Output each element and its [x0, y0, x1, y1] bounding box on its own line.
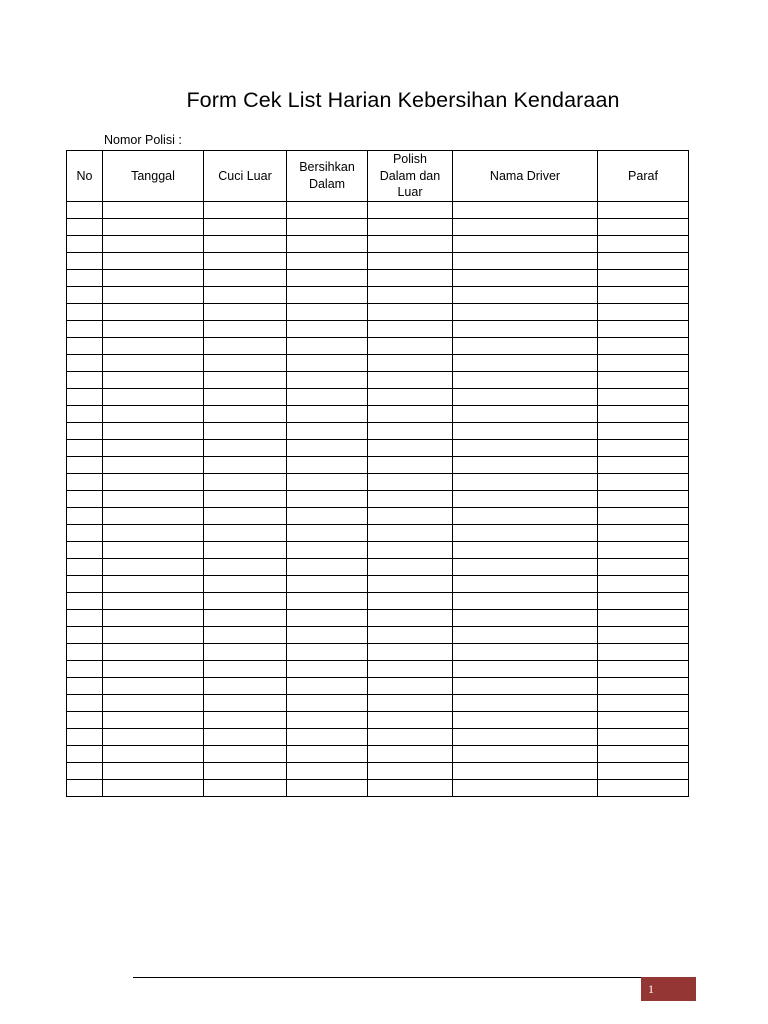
cell-no[interactable]	[67, 235, 103, 252]
table-header	[67, 151, 689, 202]
cell-nama-driver[interactable]	[453, 762, 598, 779]
cell-bersihkan-dalam[interactable]	[287, 779, 368, 796]
cell-polish[interactable]	[368, 762, 453, 779]
cell-bersihkan-dalam[interactable]	[287, 337, 368, 354]
cell-cuci-luar[interactable]	[204, 575, 287, 592]
cell-paraf[interactable]	[598, 456, 689, 473]
cell-nama-driver[interactable]	[453, 439, 598, 456]
cell-nama-driver[interactable]	[453, 728, 598, 745]
cell-no[interactable]	[67, 252, 103, 269]
cell-tanggal[interactable]	[103, 337, 204, 354]
cell-polish[interactable]	[368, 286, 453, 303]
cell-no[interactable]	[67, 694, 103, 711]
cell-bersihkan-dalam[interactable]	[287, 320, 368, 337]
cell-polish[interactable]	[368, 269, 453, 286]
cell-no[interactable]	[67, 337, 103, 354]
cell-no[interactable]	[67, 728, 103, 745]
cell-bersihkan-dalam[interactable]	[287, 490, 368, 507]
cell-nama-driver[interactable]	[453, 524, 598, 541]
cell-cuci-luar[interactable]	[204, 592, 287, 609]
cell-bersihkan-dalam[interactable]	[287, 218, 368, 235]
cell-nama-driver[interactable]	[453, 609, 598, 626]
table-row	[67, 286, 689, 303]
cell-paraf[interactable]	[598, 558, 689, 575]
cell-no[interactable]	[67, 473, 103, 490]
cell-no[interactable]	[67, 456, 103, 473]
cell-paraf[interactable]	[598, 337, 689, 354]
table-row	[67, 507, 689, 524]
cell-tanggal[interactable]	[103, 660, 204, 677]
cell-no[interactable]	[67, 524, 103, 541]
cell-no[interactable]	[67, 422, 103, 439]
cell-cuci-luar[interactable]	[204, 201, 287, 218]
cell-nama-driver[interactable]	[453, 660, 598, 677]
cell-no[interactable]	[67, 439, 103, 456]
cell-no[interactable]	[67, 269, 103, 286]
cell-nama-driver[interactable]	[453, 575, 598, 592]
cell-tanggal[interactable]	[103, 371, 204, 388]
cell-paraf[interactable]	[598, 405, 689, 422]
cell-bersihkan-dalam[interactable]	[287, 575, 368, 592]
cell-tanggal[interactable]	[103, 405, 204, 422]
cell-paraf[interactable]	[598, 218, 689, 235]
cell-paraf[interactable]	[598, 269, 689, 286]
table-row	[67, 405, 689, 422]
cell-paraf[interactable]	[598, 439, 689, 456]
cell-paraf[interactable]	[598, 252, 689, 269]
cell-bersihkan-dalam[interactable]	[287, 524, 368, 541]
cell-paraf[interactable]	[598, 201, 689, 218]
cell-no[interactable]	[67, 320, 103, 337]
cell-no[interactable]	[67, 592, 103, 609]
cell-paraf[interactable]	[598, 728, 689, 745]
table-row	[67, 575, 689, 592]
cell-cuci-luar[interactable]	[204, 728, 287, 745]
cell-tanggal[interactable]	[103, 201, 204, 218]
cell-nama-driver[interactable]	[453, 303, 598, 320]
table-row	[67, 660, 689, 677]
cell-paraf[interactable]	[598, 575, 689, 592]
page-title: Form Cek List Harian Kebersihan Kendaraan	[186, 88, 620, 112]
cell-bersihkan-dalam[interactable]	[287, 456, 368, 473]
cell-bersihkan-dalam[interactable]	[287, 643, 368, 660]
cell-tanggal[interactable]	[103, 456, 204, 473]
cell-cuci-luar[interactable]	[204, 371, 287, 388]
cell-tanggal[interactable]	[103, 626, 204, 643]
cell-cuci-luar[interactable]	[204, 694, 287, 711]
cell-nama-driver[interactable]	[453, 541, 598, 558]
cell-bersihkan-dalam[interactable]	[287, 711, 368, 728]
cell-bersihkan-dalam[interactable]	[287, 269, 368, 286]
cell-polish[interactable]	[368, 745, 453, 762]
cell-cuci-luar[interactable]	[204, 456, 287, 473]
cell-cuci-luar[interactable]	[204, 405, 287, 422]
cell-cuci-luar[interactable]	[204, 320, 287, 337]
table-row	[67, 303, 689, 320]
table-row	[67, 609, 689, 626]
cell-cuci-luar[interactable]	[204, 252, 287, 269]
table-row	[67, 252, 689, 269]
cell-polish[interactable]	[368, 235, 453, 252]
table-row	[67, 694, 689, 711]
cell-tanggal[interactable]	[103, 269, 204, 286]
table-row	[67, 728, 689, 745]
cell-cuci-luar[interactable]	[204, 626, 287, 643]
cell-tanggal[interactable]	[103, 558, 204, 575]
cell-nama-driver[interactable]	[453, 337, 598, 354]
cell-polish[interactable]	[368, 694, 453, 711]
header-row	[67, 151, 689, 202]
cell-polish[interactable]	[368, 320, 453, 337]
cell-no[interactable]	[67, 626, 103, 643]
cell-polish[interactable]	[368, 218, 453, 235]
cell-polish[interactable]	[368, 728, 453, 745]
cell-bersihkan-dalam[interactable]	[287, 541, 368, 558]
cell-paraf[interactable]	[598, 779, 689, 796]
cell-cuci-luar[interactable]	[204, 490, 287, 507]
cell-bersihkan-dalam[interactable]	[287, 354, 368, 371]
cell-polish[interactable]	[368, 201, 453, 218]
column-header-cuci-luar: Cuci Luar	[204, 151, 287, 202]
table-row	[67, 456, 689, 473]
cell-polish[interactable]	[368, 371, 453, 388]
cell-nama-driver[interactable]	[453, 269, 598, 286]
cell-cuci-luar[interactable]	[204, 541, 287, 558]
cell-polish[interactable]	[368, 507, 453, 524]
cell-polish[interactable]	[368, 541, 453, 558]
table-row	[67, 626, 689, 643]
checklist-table	[66, 150, 689, 797]
cell-bersihkan-dalam[interactable]	[287, 677, 368, 694]
cell-tanggal[interactable]	[103, 235, 204, 252]
cell-bersihkan-dalam[interactable]	[287, 609, 368, 626]
table-row	[67, 371, 689, 388]
cell-polish[interactable]	[368, 524, 453, 541]
cell-bersihkan-dalam[interactable]	[287, 473, 368, 490]
cell-nama-driver[interactable]	[453, 320, 598, 337]
cell-bersihkan-dalam[interactable]	[287, 439, 368, 456]
cell-cuci-luar[interactable]	[204, 609, 287, 626]
cell-bersihkan-dalam[interactable]	[287, 303, 368, 320]
cell-paraf[interactable]	[598, 711, 689, 728]
cell-nama-driver[interactable]	[453, 643, 598, 660]
cell-tanggal[interactable]	[103, 252, 204, 269]
cell-polish[interactable]	[368, 643, 453, 660]
cell-tanggal[interactable]	[103, 609, 204, 626]
column-header-tanggal: Tanggal	[103, 151, 204, 202]
cell-bersihkan-dalam[interactable]	[287, 626, 368, 643]
cell-no[interactable]	[67, 388, 103, 405]
cell-no[interactable]	[67, 490, 103, 507]
table-row	[67, 439, 689, 456]
cell-tanggal[interactable]	[103, 694, 204, 711]
cell-bersihkan-dalam[interactable]	[287, 694, 368, 711]
cell-tanggal[interactable]	[103, 286, 204, 303]
cell-paraf[interactable]	[598, 235, 689, 252]
cell-tanggal[interactable]	[103, 422, 204, 439]
cell-nama-driver[interactable]	[453, 286, 598, 303]
cell-paraf[interactable]	[598, 677, 689, 694]
cell-nama-driver[interactable]	[453, 779, 598, 796]
cell-paraf[interactable]	[598, 320, 689, 337]
cell-nama-driver[interactable]	[453, 388, 598, 405]
cell-polish[interactable]	[368, 558, 453, 575]
cell-bersihkan-dalam[interactable]	[287, 388, 368, 405]
cell-nama-driver[interactable]	[453, 456, 598, 473]
table-row	[67, 201, 689, 218]
table-row	[67, 643, 689, 660]
cell-no[interactable]	[67, 745, 103, 762]
table-row	[67, 524, 689, 541]
cell-nama-driver[interactable]	[453, 490, 598, 507]
cell-tanggal[interactable]	[103, 473, 204, 490]
cell-tanggal[interactable]	[103, 303, 204, 320]
cell-nama-driver[interactable]	[453, 711, 598, 728]
cell-polish[interactable]	[368, 422, 453, 439]
cell-nama-driver[interactable]	[453, 745, 598, 762]
cell-cuci-luar[interactable]	[204, 558, 287, 575]
cell-tanggal[interactable]	[103, 218, 204, 235]
cell-polish[interactable]	[368, 405, 453, 422]
cell-tanggal[interactable]	[103, 541, 204, 558]
table-row	[67, 422, 689, 439]
cell-polish[interactable]	[368, 575, 453, 592]
cell-polish[interactable]	[368, 779, 453, 796]
cell-nama-driver[interactable]	[453, 405, 598, 422]
cell-tanggal[interactable]	[103, 728, 204, 745]
table-row	[67, 558, 689, 575]
cell-paraf[interactable]	[598, 473, 689, 490]
cell-paraf[interactable]	[598, 507, 689, 524]
cell-no[interactable]	[67, 677, 103, 694]
nomor-polisi-label: Nomor Polisi :	[104, 133, 182, 147]
cell-polish[interactable]	[368, 711, 453, 728]
cell-polish[interactable]	[368, 609, 453, 626]
cell-polish[interactable]	[368, 354, 453, 371]
cell-nama-driver[interactable]	[453, 235, 598, 252]
cell-no[interactable]	[67, 575, 103, 592]
cell-nama-driver[interactable]	[453, 507, 598, 524]
cell-cuci-luar[interactable]	[204, 303, 287, 320]
table-row	[67, 779, 689, 796]
cell-tanggal[interactable]	[103, 320, 204, 337]
cell-no[interactable]	[67, 405, 103, 422]
cell-paraf[interactable]	[598, 371, 689, 388]
cell-paraf[interactable]	[598, 694, 689, 711]
cell-cuci-luar[interactable]	[204, 422, 287, 439]
table-row	[67, 473, 689, 490]
column-header-no: No	[67, 151, 103, 202]
cell-paraf[interactable]	[598, 303, 689, 320]
cell-paraf[interactable]	[598, 490, 689, 507]
cell-bersihkan-dalam[interactable]	[287, 745, 368, 762]
cell-paraf[interactable]	[598, 592, 689, 609]
column-header-nama-driver: Nama Driver	[453, 151, 598, 202]
table-body	[67, 201, 689, 796]
cell-no[interactable]	[67, 660, 103, 677]
cell-no[interactable]	[67, 201, 103, 218]
cell-no[interactable]	[67, 371, 103, 388]
cell-polish[interactable]	[368, 592, 453, 609]
cell-paraf[interactable]	[598, 745, 689, 762]
cell-polish[interactable]	[368, 473, 453, 490]
table-row	[67, 762, 689, 779]
cell-no[interactable]	[67, 779, 103, 796]
cell-paraf[interactable]	[598, 643, 689, 660]
footer-divider	[133, 977, 641, 978]
table-row	[67, 269, 689, 286]
cell-tanggal[interactable]	[103, 524, 204, 541]
cell-nama-driver[interactable]	[453, 354, 598, 371]
cell-tanggal[interactable]	[103, 745, 204, 762]
cell-polish[interactable]	[368, 490, 453, 507]
cell-polish[interactable]	[368, 626, 453, 643]
cell-cuci-luar[interactable]	[204, 388, 287, 405]
cell-polish[interactable]	[368, 439, 453, 456]
cell-nama-driver[interactable]	[453, 677, 598, 694]
cell-paraf[interactable]	[598, 609, 689, 626]
cell-cuci-luar[interactable]	[204, 660, 287, 677]
cell-tanggal[interactable]	[103, 779, 204, 796]
cell-no[interactable]	[67, 303, 103, 320]
cell-paraf[interactable]	[598, 388, 689, 405]
cell-bersihkan-dalam[interactable]	[287, 507, 368, 524]
cell-bersihkan-dalam[interactable]	[287, 252, 368, 269]
cell-paraf[interactable]	[598, 762, 689, 779]
cell-cuci-luar[interactable]	[204, 677, 287, 694]
cell-paraf[interactable]	[598, 660, 689, 677]
cell-nama-driver[interactable]	[453, 252, 598, 269]
cell-paraf[interactable]	[598, 286, 689, 303]
cell-cuci-luar[interactable]	[204, 218, 287, 235]
cell-nama-driver[interactable]	[453, 201, 598, 218]
cell-nama-driver[interactable]	[453, 422, 598, 439]
cell-bersihkan-dalam[interactable]	[287, 422, 368, 439]
cell-tanggal[interactable]	[103, 490, 204, 507]
cell-tanggal[interactable]	[103, 677, 204, 694]
cell-tanggal[interactable]	[103, 507, 204, 524]
page-number-badge: 1	[641, 977, 696, 1001]
cell-cuci-luar[interactable]	[204, 779, 287, 796]
cell-no[interactable]	[67, 711, 103, 728]
cell-no[interactable]	[67, 558, 103, 575]
cell-no[interactable]	[67, 286, 103, 303]
cell-paraf[interactable]	[598, 354, 689, 371]
cell-polish[interactable]	[368, 388, 453, 405]
cell-tanggal[interactable]	[103, 439, 204, 456]
cell-no[interactable]	[67, 507, 103, 524]
cell-cuci-luar[interactable]	[204, 762, 287, 779]
cell-cuci-luar[interactable]	[204, 745, 287, 762]
cell-nama-driver[interactable]	[453, 592, 598, 609]
cell-cuci-luar[interactable]	[204, 269, 287, 286]
cell-tanggal[interactable]	[103, 592, 204, 609]
cell-bersihkan-dalam[interactable]	[287, 286, 368, 303]
cell-paraf[interactable]	[598, 626, 689, 643]
cell-bersihkan-dalam[interactable]	[287, 558, 368, 575]
cell-cuci-luar[interactable]	[204, 354, 287, 371]
cell-tanggal[interactable]	[103, 711, 204, 728]
table-row	[67, 388, 689, 405]
table-row	[67, 592, 689, 609]
table-row	[67, 320, 689, 337]
cell-tanggal[interactable]	[103, 354, 204, 371]
cell-bersihkan-dalam[interactable]	[287, 201, 368, 218]
column-header-paraf: Paraf	[598, 151, 689, 202]
cell-paraf[interactable]	[598, 524, 689, 541]
cell-nama-driver[interactable]	[453, 694, 598, 711]
cell-bersihkan-dalam[interactable]	[287, 371, 368, 388]
table-row	[67, 337, 689, 354]
table-row	[67, 235, 689, 252]
cell-nama-driver[interactable]	[453, 218, 598, 235]
cell-tanggal[interactable]	[103, 762, 204, 779]
cell-bersihkan-dalam[interactable]	[287, 405, 368, 422]
cell-no[interactable]	[67, 643, 103, 660]
cell-polish[interactable]	[368, 677, 453, 694]
table-row	[67, 541, 689, 558]
cell-tanggal[interactable]	[103, 388, 204, 405]
cell-cuci-luar[interactable]	[204, 235, 287, 252]
cell-nama-driver[interactable]	[453, 473, 598, 490]
cell-cuci-luar[interactable]	[204, 473, 287, 490]
cell-polish[interactable]	[368, 252, 453, 269]
cell-polish[interactable]	[368, 303, 453, 320]
cell-cuci-luar[interactable]	[204, 507, 287, 524]
cell-cuci-luar[interactable]	[204, 286, 287, 303]
cell-cuci-luar[interactable]	[204, 439, 287, 456]
cell-polish[interactable]	[368, 660, 453, 677]
table-row	[67, 745, 689, 762]
column-header-polish: Polish Dalam dan Luar	[368, 151, 453, 202]
cell-no[interactable]	[67, 218, 103, 235]
cell-nama-driver[interactable]	[453, 558, 598, 575]
cell-bersihkan-dalam[interactable]	[287, 592, 368, 609]
cell-nama-driver[interactable]	[453, 371, 598, 388]
cell-no[interactable]	[67, 762, 103, 779]
cell-bersihkan-dalam[interactable]	[287, 728, 368, 745]
cell-bersihkan-dalam[interactable]	[287, 660, 368, 677]
cell-cuci-luar[interactable]	[204, 337, 287, 354]
cell-nama-driver[interactable]	[453, 626, 598, 643]
cell-bersihkan-dalam[interactable]	[287, 762, 368, 779]
cell-paraf[interactable]	[598, 541, 689, 558]
cell-tanggal[interactable]	[103, 643, 204, 660]
cell-polish[interactable]	[368, 337, 453, 354]
table-row	[67, 711, 689, 728]
cell-paraf[interactable]	[598, 422, 689, 439]
table-row	[67, 677, 689, 694]
cell-no[interactable]	[67, 609, 103, 626]
column-header-bersihkan-dalam: Bersihkan Dalam	[287, 151, 368, 202]
cell-cuci-luar[interactable]	[204, 643, 287, 660]
cell-tanggal[interactable]	[103, 575, 204, 592]
table-row	[67, 490, 689, 507]
cell-polish[interactable]	[368, 456, 453, 473]
cell-cuci-luar[interactable]	[204, 524, 287, 541]
table-row	[67, 218, 689, 235]
cell-no[interactable]	[67, 541, 103, 558]
cell-cuci-luar[interactable]	[204, 711, 287, 728]
cell-bersihkan-dalam[interactable]	[287, 235, 368, 252]
cell-no[interactable]	[67, 354, 103, 371]
table-row	[67, 354, 689, 371]
